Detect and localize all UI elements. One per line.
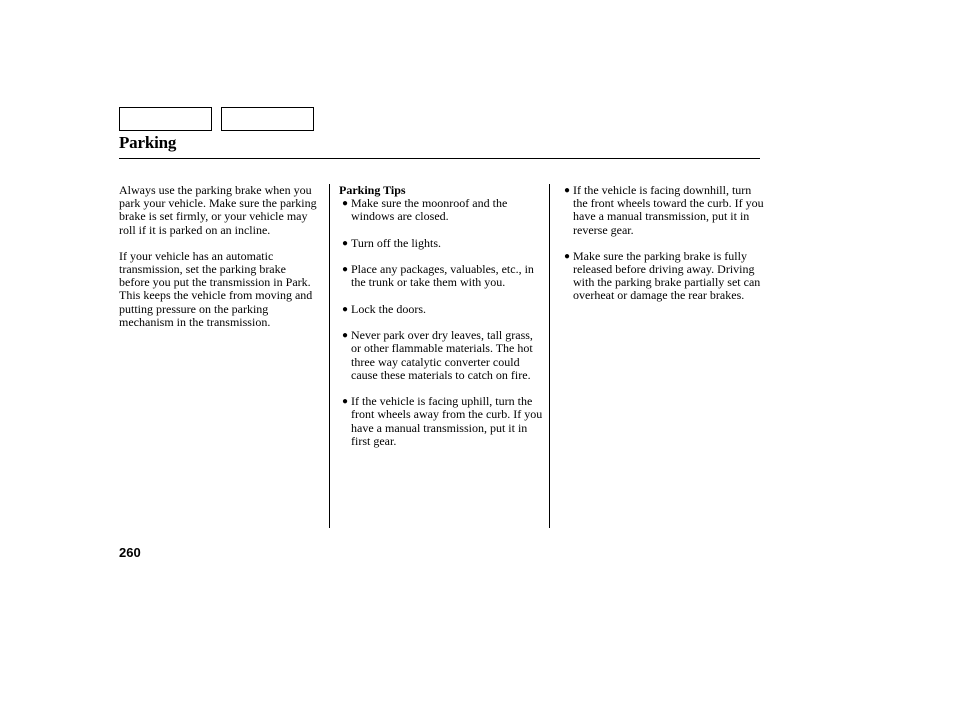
list-item <box>339 197 544 223</box>
bullet-icon: ● <box>564 185 571 196</box>
left-column <box>119 184 319 342</box>
title-divider <box>119 158 760 159</box>
bullet-icon: ● <box>342 264 349 276</box>
list-item-text: If the vehicle is facing uphill, turn the front wheels away from the curb. If you have a manual transmission, put it in first gear. <box>351 394 543 448</box>
list-item-text: Make sure the moonroof and the windows are closed. <box>351 196 508 224</box>
page-title: Parking <box>119 133 177 152</box>
column-divider-1 <box>329 184 330 528</box>
bullet-icon: ● <box>564 250 571 262</box>
page-number: 260 <box>119 545 141 560</box>
middle-column <box>339 184 544 461</box>
section-heading: Parking Tips <box>339 183 406 197</box>
list-item <box>339 303 544 316</box>
nav-tab-box-1[interactable] <box>119 107 212 131</box>
list-item-text: Make sure the parking brake is fully released before driving away. Driving with the parking brake partially set can overheat or damage the rear brakes. <box>573 248 761 303</box>
bullet-icon: ● <box>342 330 349 342</box>
list-item-text: Place any packages, valuables, etc., in the trunk or take them with you. <box>351 262 534 290</box>
nav-tab-box-2[interactable] <box>221 107 314 131</box>
list-item-text: Lock the doors. <box>351 301 426 316</box>
list-item <box>339 395 544 448</box>
list-item <box>339 263 544 289</box>
list-item <box>339 237 544 250</box>
list-item-text: Turn off the lights. <box>351 235 442 250</box>
bullet-icon: ● <box>342 198 349 210</box>
bullet-icon: ● <box>342 396 349 408</box>
list-item <box>339 329 544 382</box>
column-divider-2 <box>549 184 550 528</box>
list-item <box>561 184 766 237</box>
paragraph: If your vehicle has an automatic transmission, set the parking brake before you put the transmission in Park. This keeps the vehicle from moving and putting pressure on the parking mechanism in the transmission. <box>119 248 313 329</box>
list-item-text: If the vehicle is facing downhill, turn the front wheels toward the curb. If you have a manual transmission, put it in reverse gear. <box>573 183 764 237</box>
list-item <box>561 250 766 303</box>
right-column <box>561 184 766 316</box>
bullet-icon: ● <box>342 303 349 315</box>
paragraph: Always use the parking brake when you park your vehicle. Make sure the parking brake is set firmly, or your vehicle may roll if it is parked on an incline. <box>119 183 317 237</box>
bullet-icon: ● <box>342 237 349 249</box>
list-item-text: Never park over dry leaves, tall grass, or other flammable materials. The hot three way catalytic converter could cause these materials to catch on fire. <box>351 328 533 382</box>
